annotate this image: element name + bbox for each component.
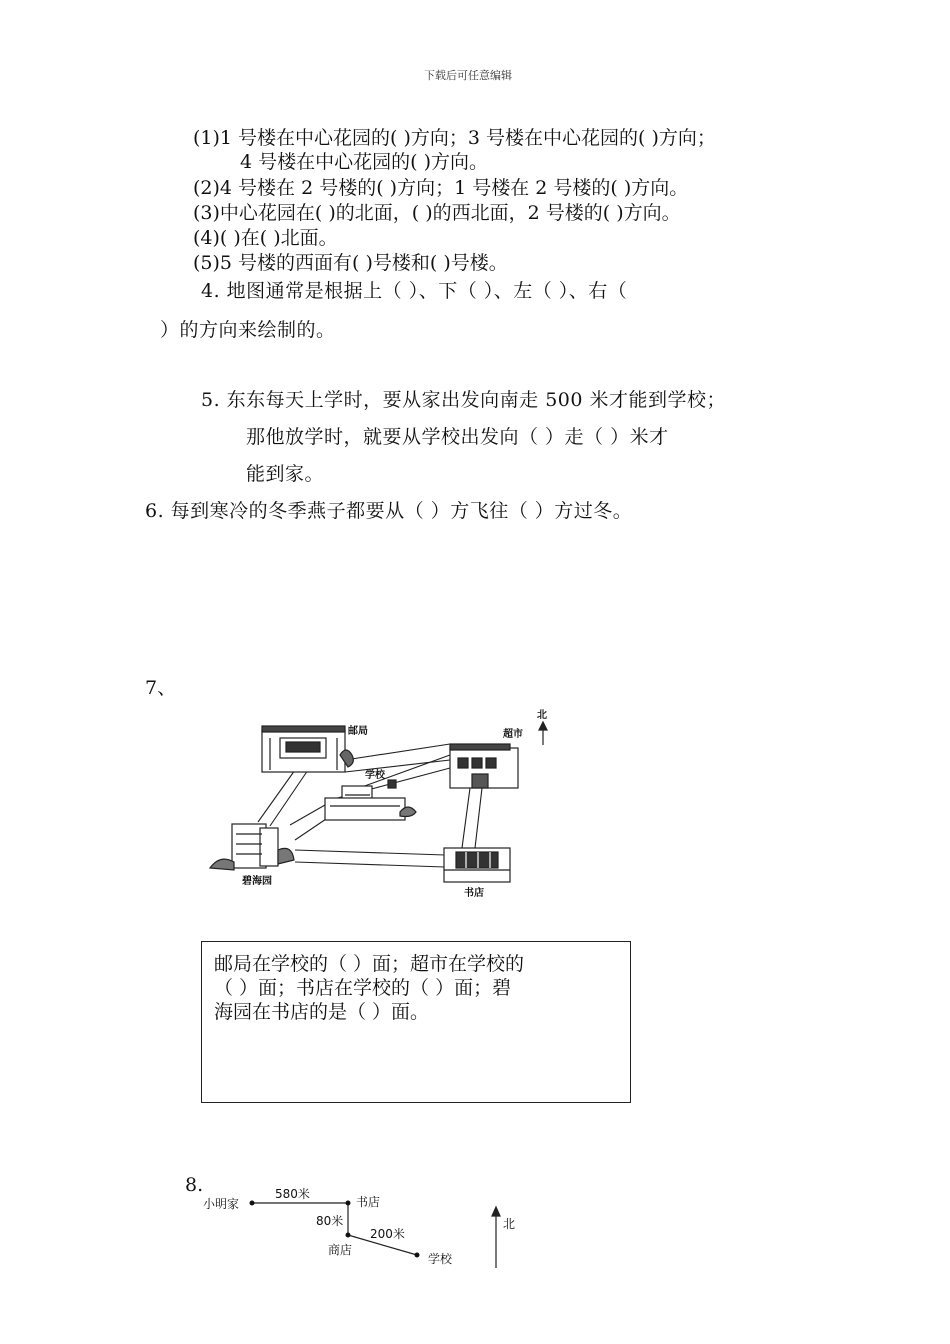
map-label-bihai-garden: 碧海园 xyxy=(242,876,272,887)
map-label-north: 北 xyxy=(537,710,547,721)
q7-box-line-1: 邮局在学校的（ ）面；超市在学校的 xyxy=(214,953,525,975)
q3-line-1: (1)1 号楼在中心花园的( )方向；3 号楼在中心花园的( )方向； xyxy=(193,127,716,149)
map-label-school: 学校 xyxy=(365,770,385,781)
q3-line-2: 4 号楼在中心花园的( )方向。 xyxy=(240,151,488,173)
point-shop xyxy=(346,1233,351,1238)
label-north: 北 xyxy=(503,1217,516,1231)
point-xiaoming-home xyxy=(250,1201,255,1206)
page-header: 下载后可任意编辑 xyxy=(424,69,512,82)
label-distance-580: 580米 xyxy=(275,1187,310,1201)
label-school: 学校 xyxy=(428,1252,453,1266)
supermarket-building xyxy=(450,744,518,788)
q4-line-1: 4. 地图通常是根据上（ ）、下（ ）、左（ ）、右（ xyxy=(201,280,628,302)
q8-route-map xyxy=(190,1180,530,1280)
bihai-garden-building xyxy=(210,824,294,870)
q7-box-line-3: 海园在书店的是（ ）面。 xyxy=(214,1001,430,1023)
q3-line-4: (3)中心花园在( )的北面，( )的西北面，2 号楼的( )方向。 xyxy=(193,202,681,224)
q3-line-3: (2)4 号楼在 2 号楼的( )方向；1 号楼在 2 号楼的( )方向。 xyxy=(193,177,689,199)
label-shop: 商店 xyxy=(328,1243,353,1257)
q3-line-5: (4)( )在( )北面。 xyxy=(193,227,338,249)
label-xiaoming-home: 小明家 xyxy=(203,1197,240,1211)
route-north-arrow xyxy=(492,1207,500,1268)
map-label-bookstore: 书店 xyxy=(464,888,484,899)
post-office-building xyxy=(262,726,353,772)
q7-number: 7、 xyxy=(145,677,177,699)
point-school xyxy=(415,1253,420,1258)
q5-line-3: 能到家。 xyxy=(246,463,325,485)
bookstore-building xyxy=(444,848,510,882)
map-label-supermarket: 超市 xyxy=(503,729,523,740)
q8-number: 8. xyxy=(185,1174,204,1196)
school-building xyxy=(325,780,416,820)
q7-answer-box xyxy=(201,941,631,1103)
q7-box-line-2: （ ）面；书店在学校的（ ）面；碧 xyxy=(214,977,512,999)
map-north-arrow xyxy=(539,722,547,745)
q5-line-1: 5. 东东每天上学时，要从家出发向南走 500 米才能到学校； xyxy=(201,389,727,411)
label-distance-200: 200米 xyxy=(370,1227,405,1241)
q6-line-1: 6. 每到寒冷的冬季燕子都要从（ ）方飞往（ ）方过冬。 xyxy=(145,500,633,522)
q3-line-6: (5)5 号楼的西面有( )号楼和( )号楼。 xyxy=(193,252,508,274)
label-bookstore: 书店 xyxy=(356,1195,381,1209)
q5-line-2: 那他放学时，就要从学校出发向（ ）走（ ）米才 xyxy=(246,426,669,448)
q4-line-2: ）的方向来绘制的。 xyxy=(160,319,336,341)
q7-map xyxy=(200,700,560,900)
point-bookstore xyxy=(346,1201,351,1206)
label-distance-80: 80米 xyxy=(316,1214,344,1228)
map-label-post-office: 邮局 xyxy=(348,726,368,737)
